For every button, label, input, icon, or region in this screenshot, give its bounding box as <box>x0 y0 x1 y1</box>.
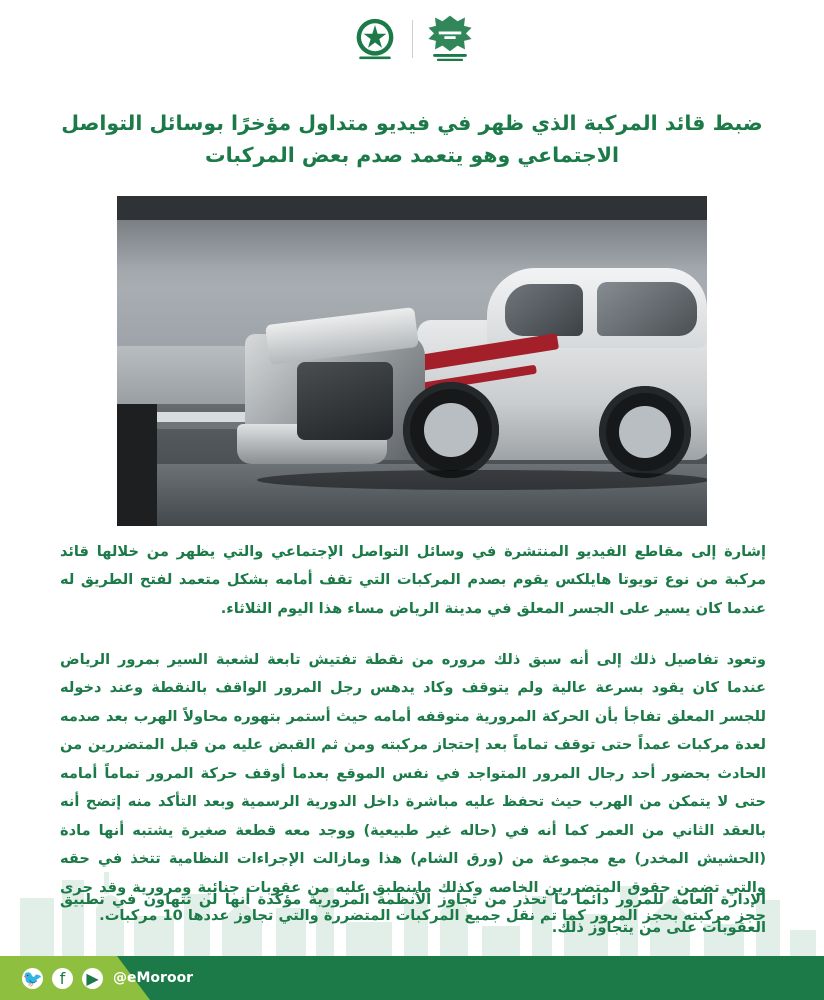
page-title: ضبط قائد المركبة الذي ظهر في فيديو متداول مؤخرًا بوسائل التواصل الاجتماعي وهو يتعمد صدم بعض المركبات <box>61 111 763 167</box>
rear-wheel <box>599 386 691 478</box>
paragraph-details: وتعود تفاصيل ذلك إلى أنه سبق ذلك مروره من نقطة تفتيش تابعة لشعبة السير بمرور الرياض عندما كان يقود بسرعة عالية ولم يتوقف وكاد يدهس رجل المرور الواقف بالنقطة وعند دخوله للجسر المعلق تفاجأ بأن الحركة المرورية متوقفه أمامه حيث أستمر بتهوره محاولاً الهرب بعد صدمه لعدة مركبات عمداً حتى توقف تماماً بعد إحتجاز مركبته ومن ثم القبض عليه من قبل المتضررين من الحادث بحضور أحد رجال المرور المتواجد في نفس الموقع بعدما أوقف حركة المرور تماماً أمامه حتى لا يتمكن من الهرب حيث تحفظ عليه مباشرة داخل الدورية الرسمية وبعد التأكد منه إتضح أنه بالعقد الثاني من العمر كما أنه في (حاله غير طبيعية) ووجد معه قطعة صغيرة يشتبه أنها مادة (الحشيش المخدر) مع مجموعة من (ورق الشام) هذا ومازالت الإجراءات النظامية تتخذ في حقه والتي تضمن حقوق المتضررين الخاصه وكذلك ماينطبق عليه من عقوبات جنائية ومرورية وقد جرى حجز مركبته بحجز المرور كما تم نقل جميع المركبات المتضررة والتي تجاوز عددها 10 مركبات. <box>60 651 766 925</box>
social-links[interactable] <box>22 968 103 989</box>
dark-top-band <box>117 196 707 220</box>
dark-foreground-pillar <box>117 404 157 526</box>
crashed-white-sedan-photo <box>117 196 707 526</box>
facebook-icon[interactable]: f <box>52 968 73 989</box>
paragraph-intro: إشارة إلى مقاطع الفيديو المنتشرة في وسائل التواصل الإجتماعي والتي يظهر من خلالها قائد مركبة من نوع تويوتا هايلكس يقوم بصدم المركبات التي تقف أمامه بشكل متعمد لفتح الطريق له عندما كان يسير على الجسر المعلق في مدينة الرياض مساء هذا اليوم الثلاثاء. <box>60 543 766 617</box>
sedan-window-front <box>505 284 583 336</box>
youtube-icon[interactable]: ▶ <box>82 968 103 989</box>
logo-divider <box>412 20 413 58</box>
twitter-icon[interactable]: 🐦 <box>22 968 43 988</box>
exposed-engine-bay <box>297 362 393 440</box>
under-car-shadow <box>257 470 707 490</box>
footer-bar <box>0 956 824 1000</box>
sedan-window-rear <box>597 282 697 336</box>
front-wheel <box>403 382 499 478</box>
paragraph-warning: الإدارة العامة للمرور دائماً ما تحذر من تجاوز الأنظمة المرورية مؤكدة أنها لن تتهاون في تطبيق العقوبات على من يتجاوز ذلك. <box>60 891 766 937</box>
traffic-emblem-icon <box>347 13 403 65</box>
header-logo-bar <box>332 8 492 70</box>
police-emblem-icon <box>420 12 480 66</box>
general-directorate-of-traffic-emblem <box>342 11 408 67</box>
social-handle[interactable]: @eMoroor <box>113 970 194 986</box>
saudi-police-emblem <box>417 11 483 67</box>
